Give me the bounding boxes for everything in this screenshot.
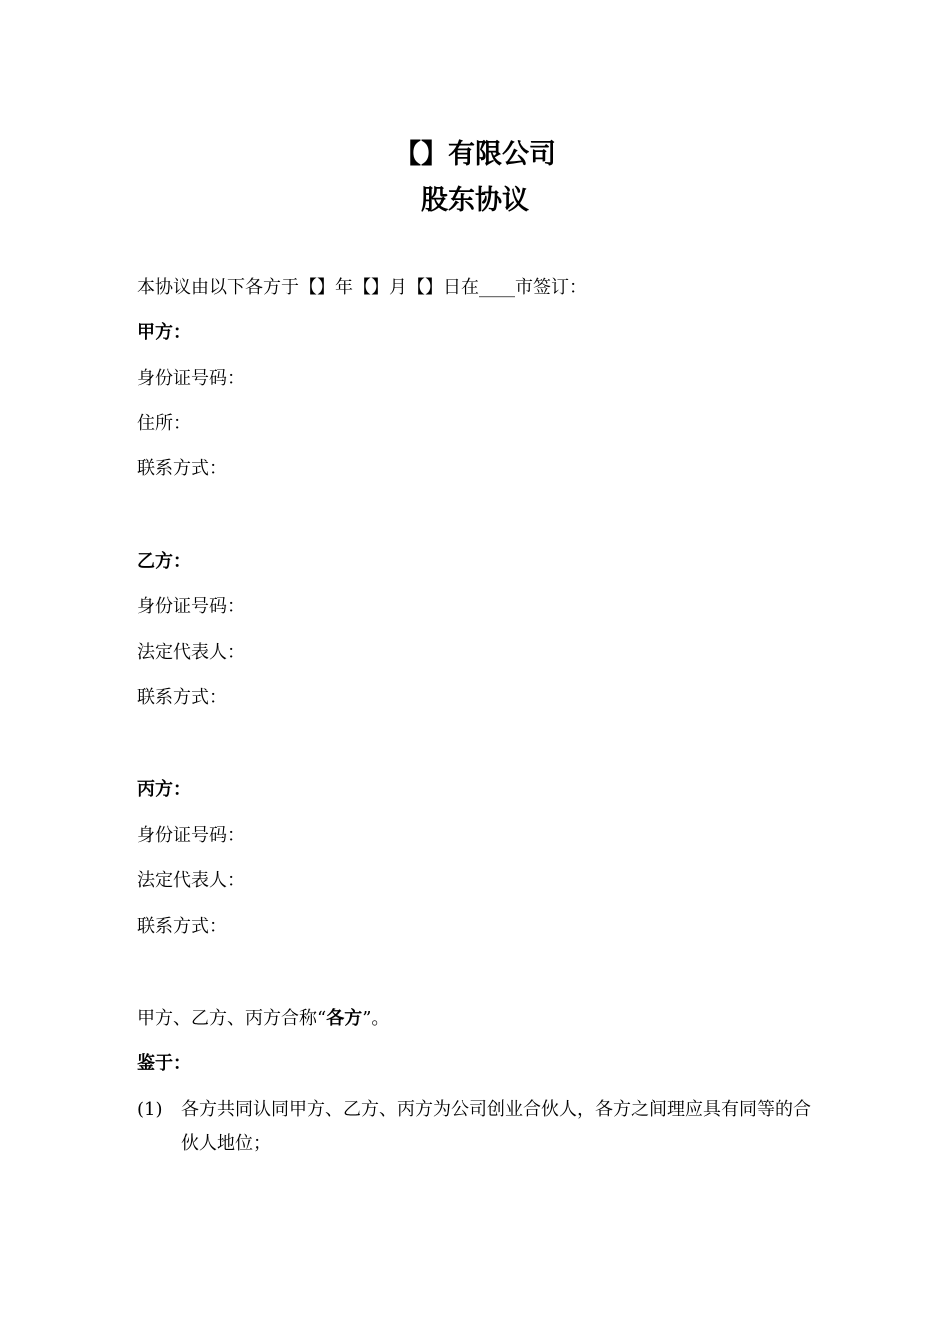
party-a-heading: 甲方： <box>137 322 191 343</box>
intro-prefix: 本协议由以下各方于【】年【】月【】日在 <box>137 277 479 298</box>
collective-term: 各方 <box>326 1008 363 1029</box>
party-c-rep-label: 法定代表人： <box>137 870 245 891</box>
party-b-contact-label: 联系方式： <box>137 687 227 708</box>
document-title: 股东协议 <box>421 185 529 216</box>
collective-suffix: ”。 <box>362 1008 390 1029</box>
intro-suffix: 市签订： <box>515 277 587 298</box>
party-b-heading: 乙方： <box>137 551 191 572</box>
party-c-contact-label: 联系方式： <box>137 916 227 937</box>
whereas-item-number: (1) <box>137 1099 163 1120</box>
collective-prefix: 甲方、乙方、丙方合称“ <box>137 1008 327 1029</box>
city-blank: ____ <box>479 277 515 298</box>
intro-paragraph <box>137 276 587 300</box>
party-c-id-label: 身份证号码： <box>137 825 245 846</box>
company-name: 【】有限公司 <box>394 139 556 170</box>
party-a-contact-label: 联系方式： <box>137 458 227 479</box>
whereas-item-text: 各方共同认同甲方、乙方、丙方为公司创业合伙人，各方之间理应具有同等的合伙人地位； <box>181 1099 811 1154</box>
party-a-id-label: 身份证号码： <box>137 368 245 389</box>
whereas-heading: 鉴于： <box>137 1053 191 1074</box>
party-a-address-label: 住所： <box>137 413 191 434</box>
collective-definition <box>137 1007 389 1031</box>
party-c-heading: 丙方： <box>137 779 191 800</box>
party-b-id-label: 身份证号码： <box>137 596 245 617</box>
party-b-rep-label: 法定代表人： <box>137 642 245 663</box>
